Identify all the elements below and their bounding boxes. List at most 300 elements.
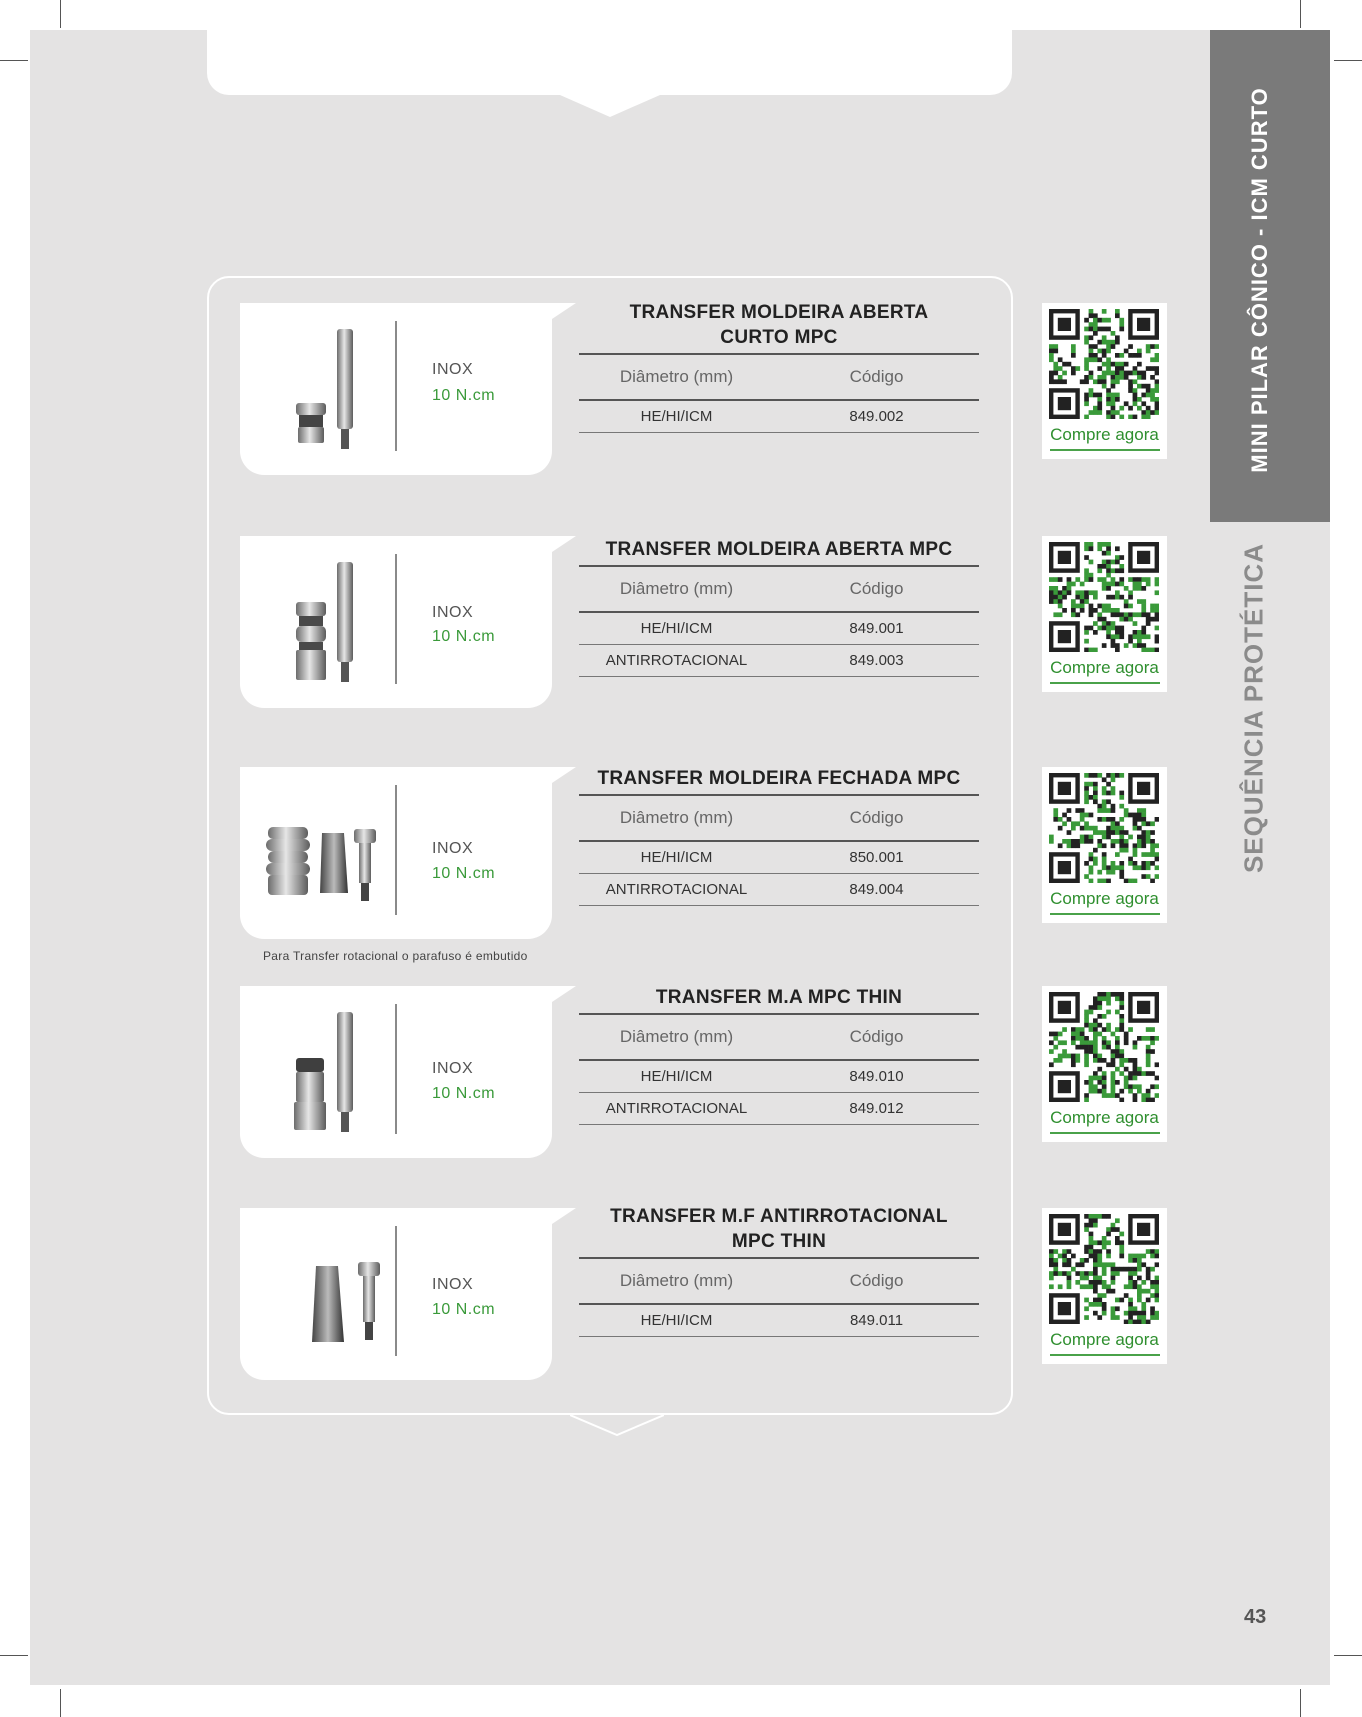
qr-module <box>1115 590 1120 595</box>
transfer-image <box>264 550 388 696</box>
qr-module <box>1119 795 1124 800</box>
qr-module <box>1097 1276 1102 1281</box>
qr-module <box>1124 617 1129 622</box>
qr-module <box>1119 595 1124 600</box>
qr-module <box>1080 590 1085 595</box>
qr-module <box>1141 874 1146 879</box>
qr-module <box>1146 384 1151 389</box>
qr-module <box>1150 1280 1155 1285</box>
diameter-header: Diâmetro (mm) <box>619 367 734 386</box>
qr-module <box>1097 817 1102 822</box>
qr-module <box>1093 322 1098 327</box>
qr-module <box>1150 366 1155 371</box>
buy-now-link[interactable]: Compre agora <box>1050 1330 1159 1349</box>
qr-module <box>1146 1036 1151 1041</box>
qr-module <box>1075 821 1080 826</box>
qr-module <box>1111 791 1116 796</box>
qr-module <box>1062 821 1067 826</box>
qr-module <box>1106 604 1111 609</box>
qr-module <box>1137 839 1142 844</box>
qr-module <box>1058 590 1063 595</box>
qr-module <box>1115 1236 1120 1241</box>
qr-module <box>1141 401 1146 406</box>
qr-module <box>1106 782 1111 787</box>
qr-module <box>1089 773 1094 778</box>
qr-module <box>1093 1076 1098 1081</box>
qr-module <box>1097 1054 1102 1059</box>
qr-module <box>1093 344 1098 349</box>
qr-module <box>1137 1089 1142 1094</box>
qr-module <box>1058 577 1063 582</box>
qr-module <box>1111 808 1116 813</box>
qr-module <box>1119 318 1124 323</box>
torque-label: 10 N.cm <box>432 1085 496 1102</box>
qr-module <box>1115 1218 1120 1223</box>
qr-module <box>1080 1045 1085 1050</box>
link-underline <box>1050 913 1160 915</box>
product-title-line: CURTO MPC <box>720 327 838 348</box>
qr-code-icon[interactable] <box>1049 773 1159 883</box>
qr-module <box>1106 362 1111 367</box>
qr-module <box>1115 1054 1120 1059</box>
qr-module <box>1155 604 1159 609</box>
qr-module <box>1133 366 1138 371</box>
qr-module <box>1093 857 1098 862</box>
qr-module <box>1093 621 1098 626</box>
qr-module <box>1146 344 1151 349</box>
qr-module <box>1106 573 1111 578</box>
qr-module <box>1058 595 1063 600</box>
qr-module <box>1115 546 1120 551</box>
qr-module <box>1071 349 1076 354</box>
qr-module <box>1084 366 1089 371</box>
qr-module <box>1155 865 1159 870</box>
qr-module <box>1089 1245 1094 1250</box>
buy-qr-card[interactable] <box>1042 536 1167 692</box>
qr-module <box>1141 604 1146 609</box>
qr-module <box>1071 371 1076 376</box>
qr-module <box>1093 795 1098 800</box>
qr-module <box>1111 817 1116 822</box>
qr-module <box>1084 555 1089 560</box>
qr-module <box>1146 617 1151 622</box>
qr-module <box>1150 608 1155 613</box>
code-cell: 849.003 <box>849 652 904 669</box>
qr-module <box>1053 1036 1058 1041</box>
qr-module <box>1115 626 1120 631</box>
qr-module <box>1111 375 1116 380</box>
qr-module <box>1111 992 1116 997</box>
qr-module <box>1106 1027 1111 1032</box>
qr-module <box>1093 1084 1098 1089</box>
qr-module <box>1084 821 1089 826</box>
diameter-cell: HE/HI/ICM <box>640 849 713 866</box>
qr-module <box>1102 835 1107 840</box>
qr-module <box>1115 379 1120 384</box>
qr-module <box>1155 582 1159 587</box>
qr-module <box>1133 879 1138 883</box>
qr-module <box>1128 371 1133 376</box>
qr-module <box>1084 1080 1089 1085</box>
qr-finder <box>1058 1223 1071 1236</box>
qr-module <box>1119 626 1124 631</box>
qr-module <box>1146 415 1151 419</box>
table-header <box>579 355 979 401</box>
qr-module <box>1115 340 1120 345</box>
qr-module <box>1049 379 1054 384</box>
qr-module <box>1111 865 1116 870</box>
qr-module <box>1102 852 1107 857</box>
qr-module <box>1119 843 1124 848</box>
qr-module <box>1141 410 1146 415</box>
qr-module <box>1102 542 1107 547</box>
qr-module <box>1106 1232 1111 1237</box>
qr-module <box>1150 1027 1155 1032</box>
qr-module <box>1111 1080 1116 1085</box>
qr-module <box>1102 617 1107 622</box>
qr-module <box>1128 1027 1133 1032</box>
qr-module <box>1093 590 1098 595</box>
buy-qr-card[interactable] <box>1042 303 1167 459</box>
qr-module <box>1080 1027 1085 1032</box>
qr-module <box>1102 1014 1107 1019</box>
qr-module <box>1049 357 1054 362</box>
qr-module <box>1080 835 1085 840</box>
qr-module <box>1150 393 1155 398</box>
qr-module <box>1084 1227 1089 1232</box>
qr-code-icon[interactable] <box>1049 542 1159 652</box>
qr-module <box>1155 817 1159 822</box>
qr-module <box>1049 1254 1054 1259</box>
qr-module <box>1075 1058 1080 1063</box>
qr-module <box>1102 621 1107 626</box>
qr-module <box>1062 1271 1067 1276</box>
qr-module <box>1119 870 1124 875</box>
qr-module <box>1115 366 1120 371</box>
qr-module <box>1089 410 1094 415</box>
qr-module <box>1106 397 1111 402</box>
qr-module <box>1146 582 1151 587</box>
qr-module <box>1133 817 1138 822</box>
qr-module <box>1067 362 1072 367</box>
qr-module <box>1097 1058 1102 1063</box>
qr-module <box>1106 835 1111 840</box>
qr-module <box>1150 375 1155 380</box>
qr-module <box>1097 879 1102 883</box>
qr-module <box>1115 992 1120 997</box>
qr-module <box>1155 1293 1159 1298</box>
top-tab-decoration <box>207 30 1012 95</box>
qr-module <box>1084 1245 1089 1250</box>
qr-module <box>1093 353 1098 358</box>
qr-module <box>1137 1262 1142 1267</box>
qr-module <box>1093 630 1098 635</box>
qr-module <box>1093 1280 1098 1285</box>
qr-module <box>1084 1010 1089 1015</box>
qr-module <box>1150 648 1155 652</box>
qr-module <box>1097 839 1102 844</box>
qr-module <box>1049 1062 1054 1067</box>
qr-module <box>1067 830 1072 835</box>
buy-now-link[interactable]: Compre agora <box>1050 425 1159 444</box>
qr-module <box>1106 415 1111 419</box>
qr-module <box>1053 590 1058 595</box>
qr-module <box>1133 1058 1138 1063</box>
qr-module <box>1119 617 1124 622</box>
qr-module <box>1084 599 1089 604</box>
qr-module <box>1111 384 1116 389</box>
qr-module <box>1084 791 1089 796</box>
qr-module <box>1124 1320 1129 1324</box>
qr-module <box>1102 353 1107 358</box>
qr-module <box>1097 1315 1102 1320</box>
qr-module <box>1133 415 1138 419</box>
qr-module <box>1062 1258 1067 1263</box>
qr-module <box>1089 782 1094 787</box>
qr-module <box>1106 808 1111 813</box>
qr-module <box>1106 626 1111 631</box>
qr-module <box>1124 604 1129 609</box>
qr-module <box>1106 608 1111 613</box>
product-card <box>240 536 552 708</box>
qr-module <box>1119 1249 1124 1254</box>
table-row <box>579 1305 979 1337</box>
qr-module <box>1119 1232 1124 1237</box>
qr-module <box>1155 410 1159 415</box>
buy-now-link[interactable]: Compre agora <box>1050 1108 1159 1127</box>
qr-module <box>1115 826 1120 831</box>
qr-module <box>1111 608 1116 613</box>
qr-code-icon[interactable] <box>1049 1214 1159 1324</box>
qr-module <box>1097 1089 1102 1094</box>
qr-module <box>1093 1049 1098 1054</box>
qr-module <box>1080 608 1085 613</box>
qr-module <box>1111 371 1116 376</box>
qr-module <box>1146 648 1151 652</box>
qr-module <box>1133 634 1138 639</box>
qr-module <box>1106 1023 1111 1028</box>
qr-module <box>1067 582 1072 587</box>
buy-qr-card[interactable] <box>1042 1208 1167 1364</box>
qr-module <box>1084 1093 1089 1098</box>
qr-module <box>1084 813 1089 818</box>
qr-finder <box>1058 782 1071 795</box>
qr-module <box>1080 599 1085 604</box>
qr-module <box>1115 865 1120 870</box>
qr-module <box>1124 401 1129 406</box>
link-underline <box>1050 449 1160 451</box>
qr-module <box>1075 1032 1080 1037</box>
qr-module <box>1106 366 1111 371</box>
qr-module <box>1111 1271 1116 1276</box>
qr-module <box>1053 1032 1058 1037</box>
qr-module <box>1133 1045 1138 1050</box>
qr-module <box>1075 1262 1080 1267</box>
qr-module <box>1106 1010 1111 1015</box>
qr-module <box>1080 582 1085 587</box>
qr-module <box>1084 1045 1089 1050</box>
qr-module <box>1111 393 1116 398</box>
qr-module <box>1089 813 1094 818</box>
qr-module <box>1111 1076 1116 1081</box>
qr-module <box>1141 865 1146 870</box>
qr-module <box>1141 821 1146 826</box>
qr-module <box>1049 1032 1054 1037</box>
qr-module <box>1137 639 1142 644</box>
qr-module <box>1071 839 1076 844</box>
buy-now-link[interactable]: Compre agora <box>1050 889 1159 908</box>
qr-module <box>1128 1280 1133 1285</box>
qr-module <box>1089 371 1094 376</box>
qr-module <box>1058 366 1063 371</box>
qr-module <box>1084 1271 1089 1276</box>
qr-module <box>1071 1040 1076 1045</box>
qr-module <box>1115 1010 1120 1015</box>
buy-now-link[interactable]: Compre agora <box>1050 658 1159 677</box>
qr-module <box>1102 1080 1107 1085</box>
qr-module <box>1058 826 1063 831</box>
qr-module <box>1102 861 1107 866</box>
qr-module <box>1119 1049 1124 1054</box>
qr-module <box>1128 1254 1133 1259</box>
qr-module <box>1115 996 1120 1001</box>
qr-module <box>1146 577 1151 582</box>
qr-module <box>1146 821 1151 826</box>
qr-module <box>1124 599 1129 604</box>
qr-module <box>1075 1027 1080 1032</box>
qr-module <box>1089 1254 1094 1259</box>
qr-module <box>1084 595 1089 600</box>
qr-code-icon[interactable] <box>1049 309 1159 419</box>
qr-module <box>1124 371 1129 376</box>
qr-module <box>1089 349 1094 354</box>
qr-module <box>1097 546 1102 551</box>
buy-qr-card[interactable] <box>1042 986 1167 1142</box>
qr-module <box>1146 839 1151 844</box>
qr-module <box>1102 1089 1107 1094</box>
qr-module <box>1093 648 1098 652</box>
crop-mark <box>60 0 61 28</box>
table-row <box>579 874 979 906</box>
qr-module <box>1084 393 1089 398</box>
qr-module <box>1102 384 1107 389</box>
qr-module <box>1124 848 1129 853</box>
product-title-line: TRANSFER M.F ANTIRROTACIONAL <box>610 1206 948 1227</box>
qr-module <box>1093 1036 1098 1041</box>
qr-module <box>1124 1267 1129 1272</box>
diameter-header: Diâmetro (mm) <box>619 1271 734 1290</box>
qr-module <box>1119 865 1124 870</box>
qr-module <box>1150 1315 1155 1320</box>
qr-module <box>1141 415 1146 419</box>
qr-module <box>1141 643 1146 648</box>
qr-module <box>1141 586 1146 591</box>
qr-module <box>1128 612 1133 617</box>
qr-module <box>1075 1280 1080 1285</box>
qr-module <box>1133 1254 1138 1259</box>
qr-module <box>1089 1080 1094 1085</box>
qr-module <box>1084 542 1089 547</box>
qr-module <box>1106 357 1111 362</box>
qr-finder <box>1058 551 1071 564</box>
qr-module <box>1133 582 1138 587</box>
qr-module <box>1067 843 1072 848</box>
qr-module <box>1097 1001 1102 1006</box>
qr-module <box>1106 879 1111 883</box>
qr-module <box>1155 1036 1159 1041</box>
qr-module <box>1119 327 1124 332</box>
product-title <box>579 985 979 1015</box>
qr-module <box>1133 1084 1138 1089</box>
product-title <box>579 537 979 567</box>
qr-module <box>1133 1311 1138 1316</box>
qr-module <box>1089 826 1094 831</box>
qr-module <box>1067 1249 1072 1254</box>
qr-module <box>1093 1223 1098 1228</box>
torque-label: 10 N.cm <box>432 865 496 882</box>
qr-module <box>1155 353 1159 358</box>
qr-module <box>1150 821 1155 826</box>
qr-module <box>1128 388 1133 393</box>
qr-module <box>1062 362 1067 367</box>
qr-module <box>1075 1045 1080 1050</box>
qr-module <box>1058 1254 1063 1259</box>
qr-module <box>1102 879 1107 883</box>
qr-code-icon[interactable] <box>1049 992 1159 1102</box>
qr-module <box>1084 415 1089 419</box>
qr-module <box>1137 630 1142 635</box>
qr-module <box>1053 1249 1058 1254</box>
qr-module <box>1089 795 1094 800</box>
qr-module <box>1075 843 1080 848</box>
qr-module <box>1137 843 1142 848</box>
qr-finder <box>1058 1001 1071 1014</box>
qr-module <box>1115 309 1120 314</box>
qr-module <box>1062 839 1067 844</box>
qr-module <box>1124 1076 1129 1081</box>
qr-module <box>1141 1289 1146 1294</box>
qr-module <box>1119 992 1124 997</box>
qr-module <box>1097 843 1102 848</box>
qr-module <box>1097 577 1102 582</box>
qr-module <box>1133 843 1138 848</box>
qr-module <box>1111 331 1116 336</box>
qr-module <box>1071 366 1076 371</box>
qr-module <box>1106 1240 1111 1245</box>
qr-module <box>1049 586 1054 591</box>
qr-module <box>1146 1049 1151 1054</box>
product-table <box>579 766 979 906</box>
qr-module <box>1128 1089 1133 1094</box>
qr-module <box>1089 322 1094 327</box>
qr-module <box>1102 1280 1107 1285</box>
qr-module <box>1102 843 1107 848</box>
qr-module <box>1102 608 1107 613</box>
qr-module <box>1155 626 1159 631</box>
qr-module <box>1084 1284 1089 1289</box>
qr-module <box>1128 1076 1133 1081</box>
qr-module <box>1093 1005 1098 1010</box>
qr-module <box>1093 318 1098 323</box>
buy-qr-card[interactable] <box>1042 767 1167 923</box>
qr-module <box>1119 362 1124 367</box>
qr-module <box>1146 366 1151 371</box>
qr-module <box>1062 379 1067 384</box>
qr-module <box>1150 397 1155 402</box>
qr-module <box>1102 626 1107 631</box>
qr-module <box>1084 786 1089 791</box>
code-cell: 849.010 <box>849 1068 904 1085</box>
